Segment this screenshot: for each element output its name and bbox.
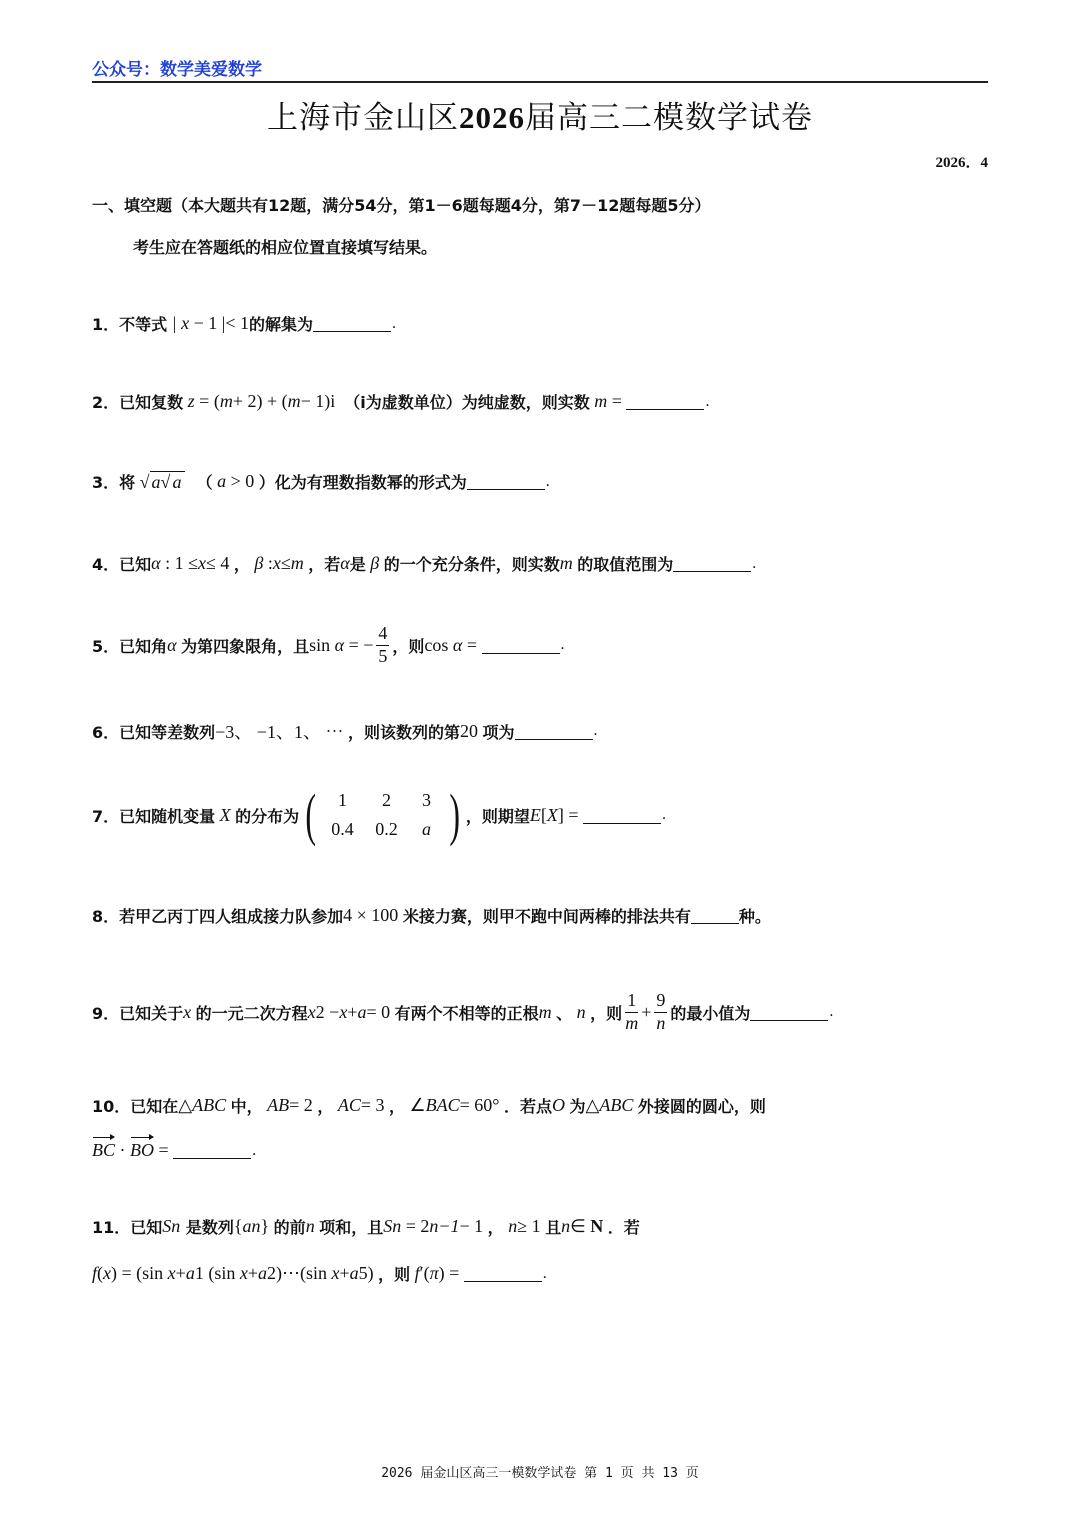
question-8: 8． 若甲乙丙丁四人组成接力队参加 4 × 100 米接力赛，则甲不跑中间两棒的排法共有 种。: [92, 905, 771, 926]
question-5: 5． 已知角 α 为第四象限角，且 sin α = − $\frac{4}{5}$ ，则 cos α = .: [92, 623, 565, 666]
question-9: 9． 已知关于 x 的一元二次方程 x 2 − x + a = 0 有两个不相等的正根 m 、 n ，则 $\frac{1}{m}$ + $\frac{9}{n}$ 的最小值为 .: [92, 990, 834, 1033]
question-4: 4． 已知 α : 1 ≤ x ≤ 4 ， β : x ≤ m ，若 α 是 β 的一个充分条件，则实数 m 的取值范围为 .: [92, 553, 757, 574]
question-7: 7． 已知随机变量 X 的分布为 ( 1 2 3 0.4 0.2 a ) ，则期望 E [ X ] = .: [92, 782, 666, 847]
page-footer: 2026 届金山区高三一模数学试卷 第 1 页 共 13 页: [381, 1466, 699, 1481]
question-2: 2． 已知复数 z = ( m + 2) + ( m − 1)i （i为虚数单位）为纯虚数，则实数 m = .: [92, 391, 710, 412]
fraction: $\frac{4}{5}$: [378, 623, 388, 666]
question-1: 1． 不等式 | x − 1 |< 1 的解集为 .: [92, 313, 397, 334]
answer-blank[interactable]: [691, 907, 739, 924]
page-title: 上海市金山区2026届高三二模数学试卷: [267, 100, 813, 136]
answer-blank[interactable]: [515, 723, 593, 740]
exam-date: 2026．4: [935, 155, 988, 171]
header-brand: 公众号：数学美爱数学: [92, 60, 262, 80]
answer-blank[interactable]: [673, 555, 751, 572]
question-6: 6． 已知等差数列 −3、 −1、1、 ⋯ ，则该数列的第 20 项为 .: [92, 720, 598, 742]
answer-blank[interactable]: [750, 1004, 828, 1021]
question-3: 3． 将 √ a√ a （ a > 0 ）化为有理数指数幂的形式为 .: [92, 471, 550, 492]
answer-blank[interactable]: [626, 393, 704, 410]
answer-blank[interactable]: [464, 1265, 542, 1282]
answer-blank[interactable]: [482, 637, 560, 654]
header-divider: [92, 81, 988, 83]
question-11: 11． 已知 S n 是数列 { a n } 的前 n 项和，且 S n = 2 n−1 − 1 ， n ≥ 1 且 n ∈ N ．若: [92, 1216, 640, 1237]
answer-blank[interactable]: [583, 807, 661, 824]
answer-blank[interactable]: [313, 315, 391, 332]
section-heading: 一、填空题（本大题共有12题，满分54分，第1－6题每题4分，第7－12题每题5分）: [92, 196, 711, 215]
section-instruction: 考生应在答题纸的相应位置直接填写结果。: [133, 238, 438, 257]
fraction: $\frac{9}{n}$: [656, 990, 666, 1033]
fraction: $\frac{1}{m}$: [625, 990, 639, 1033]
question-10-cont: BC · BO = .: [92, 1140, 257, 1160]
question-10: 10． 已知在 △ ABC 中， AB = 2 ， AC = 3 ， ∠ BAC = 60° ．若点 O 为 △ ABC 外接圆的圆心，则: [92, 1095, 766, 1116]
answer-blank[interactable]: [173, 1142, 251, 1159]
distribution-matrix: ( 1 2 3 0.4 0.2 a ): [305, 782, 460, 847]
answer-blank[interactable]: [467, 473, 545, 490]
nested-radical: √ a√ a: [135, 471, 185, 493]
question-11-cont: f ( x ) = (sin x + a 1 (sin x + a 2 )⋯(sin x + a 5 ) ，则 f ′( π ) = .: [92, 1263, 547, 1284]
